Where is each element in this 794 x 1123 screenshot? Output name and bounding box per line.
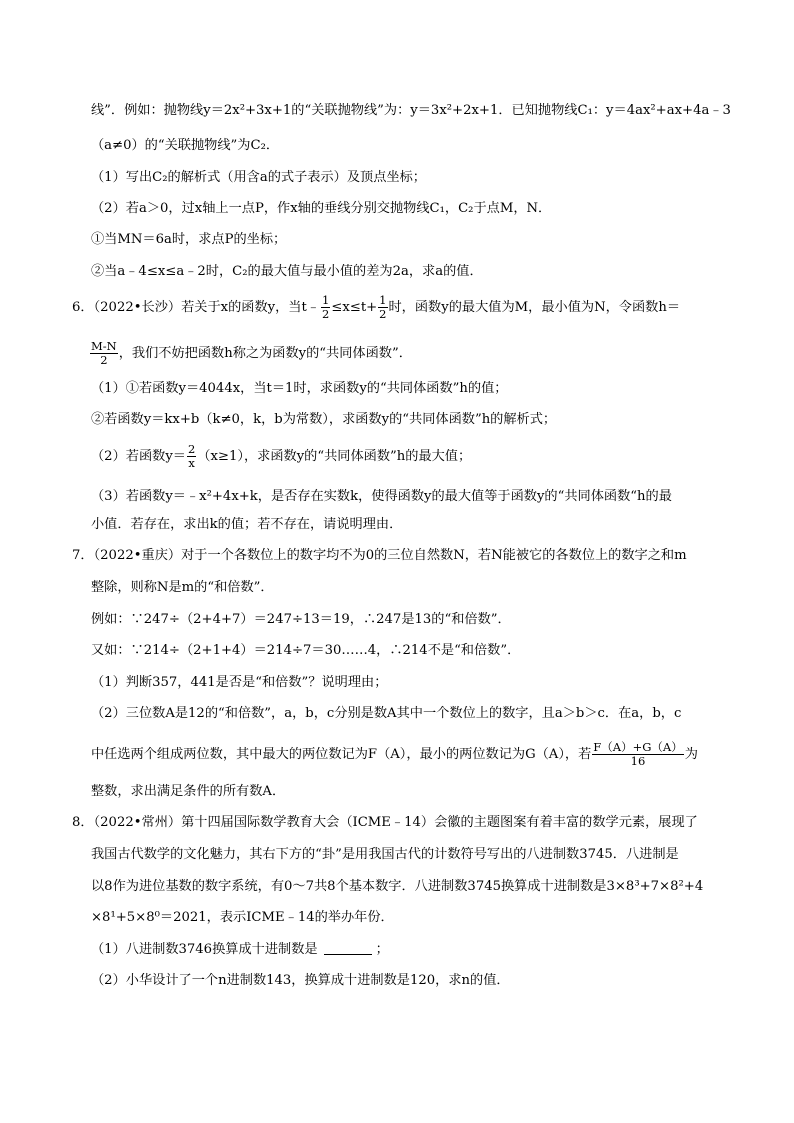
text-line: 7．（2022•重庆）对于一个各数位上的数字均不为0的三位自然数N，若N能被它的各数位上的数字之和m — [72, 548, 687, 563]
text-line: 又如：∵214÷（2+1+4）＝214÷7＝30……4，∴214不是“和倍数”． — [91, 643, 521, 658]
text-line: 8．（2022•常州）第十四届国际数学教育大会（ICME﹣14）会徽的主题图案有着丰富的数学元素，展现了 — [72, 815, 698, 830]
text-span: ； — [375, 942, 389, 957]
text-span: （1）八进制数3746换算成十进制数是 — [91, 942, 318, 957]
text-line: （2）若a＞0，过x轴上一点P，作x轴的垂线分别交抛物线C₁，C₂于点M，N． — [91, 201, 552, 216]
text-line: （2）小华设计了一个n进制数143，换算成十进制数是120，求n的值． — [91, 973, 510, 988]
text-line: （1）写出C₂的解析式（用含a的式子表示）及顶点坐标； — [91, 170, 426, 185]
text-span: ，我们不妨把函数h称之为函数y的“共同体函数”． — [118, 346, 412, 361]
fraction-numerator: M-N — [91, 339, 117, 353]
fraction-numerator: 2 — [187, 442, 196, 456]
text-line: 整除，则称N是m的“和倍数”． — [91, 580, 274, 595]
fraction-half — [378, 294, 387, 321]
answer-blank[interactable] — [324, 942, 372, 955]
fraction-denominator: 2 — [321, 307, 330, 321]
fraction-denominator: x — [188, 456, 195, 470]
text-line: 我国古代数学的文化魅力，其右下方的“卦”是用我国古代的计数符号写出的八进制数3745．八进制是 — [91, 847, 679, 862]
text-line: 线”．例如：抛物线y＝2x²+3x+1的“关联抛物线”为：y＝3x²+2x+1．已知抛物线C₁：y＝4ax²+ax+4a﹣3 — [91, 103, 731, 118]
fraction-half — [321, 294, 330, 321]
question-7-line-7 — [91, 741, 698, 768]
fraction-denominator: 2 — [100, 353, 108, 367]
fraction-numerator: 1 — [379, 293, 387, 307]
text-span: ≤x≤t+ — [331, 300, 378, 315]
question-8-line-5 — [91, 940, 389, 960]
text-line: （a≠0）的“关联抛物线”为C₂． — [91, 138, 280, 153]
question-6-line-2 — [89, 340, 412, 367]
text-line: 整数，求出满足条件的所有数A． — [91, 784, 286, 799]
text-span: 时，函数y的最大值为M，最小值为N，令函数h＝ — [388, 300, 681, 315]
fraction-denominator: 2 — [379, 307, 387, 321]
text-span: （x≥1），求函数y的“共同体函数”h的最大值； — [197, 449, 472, 464]
text-line: ×8¹+5×8⁰＝2021，表示ICME﹣14的举办年份． — [91, 910, 394, 925]
fraction-f-plus-g — [592, 741, 683, 768]
fraction-denominator: 16 — [630, 754, 646, 768]
text-span: 为 — [684, 747, 698, 762]
text-line: （3）若函数y＝﹣x²+4x+k，是否存在实数k，使得函数y的最大值等于函数y的“共同体函数“h的最 — [91, 489, 672, 504]
text-line: 以8作为进位基数的数字系统，有0～7共8个基本数字．八进制数3745换算成十进制数是3×8³+7×8²+4 — [91, 879, 704, 894]
text-line: 小值．若存在，求出k的值；若不存在，请说明理由． — [91, 517, 403, 532]
question-6-line-1 — [72, 294, 680, 321]
fraction-numerator: 1 — [321, 293, 330, 307]
text-span: （2）若函数y＝ — [91, 449, 186, 464]
text-line: ①当MN＝6a时，求点P的坐标； — [91, 232, 287, 247]
text-line: ②当a﹣4≤x≤a﹣2时，C₂的最大值与最小值的差为2a，求a的值． — [91, 264, 483, 279]
fraction-numerator: F（A）+G（A） — [593, 740, 683, 754]
text-span: 中任选两个组成两位数，其中最大的两位数记为F（A），最小的两位数记为G（A），若 — [91, 747, 592, 762]
text-line: （2）三位数A是12的“和倍数”，a，b，c分别是数A其中一个数位上的数字，且a＞b＞c．在a，b，c — [91, 706, 682, 721]
text-line: （1）①若函数y＝4044x，当t＝1时，求函数y的“共同体函数”h的值； — [91, 381, 508, 396]
text-line: ②若函数y＝kx+b（k≠0，k，b为常数），求函数y的“共同体函数”h的解析式； — [91, 412, 557, 427]
text-span: 6．（2022•长沙）若关于x的函数y，当t﹣ — [72, 300, 320, 315]
fraction-m-n — [90, 340, 118, 367]
text-line: （1）判断357，441是否是“和倍数”？说明理由； — [91, 675, 388, 690]
question-6-line-5 — [91, 443, 471, 470]
fraction-2-over-x — [187, 443, 196, 470]
text-line: 例如：∵247÷（2+4+7）＝247÷13＝19，∴247是13的“和倍数”． — [91, 612, 511, 627]
